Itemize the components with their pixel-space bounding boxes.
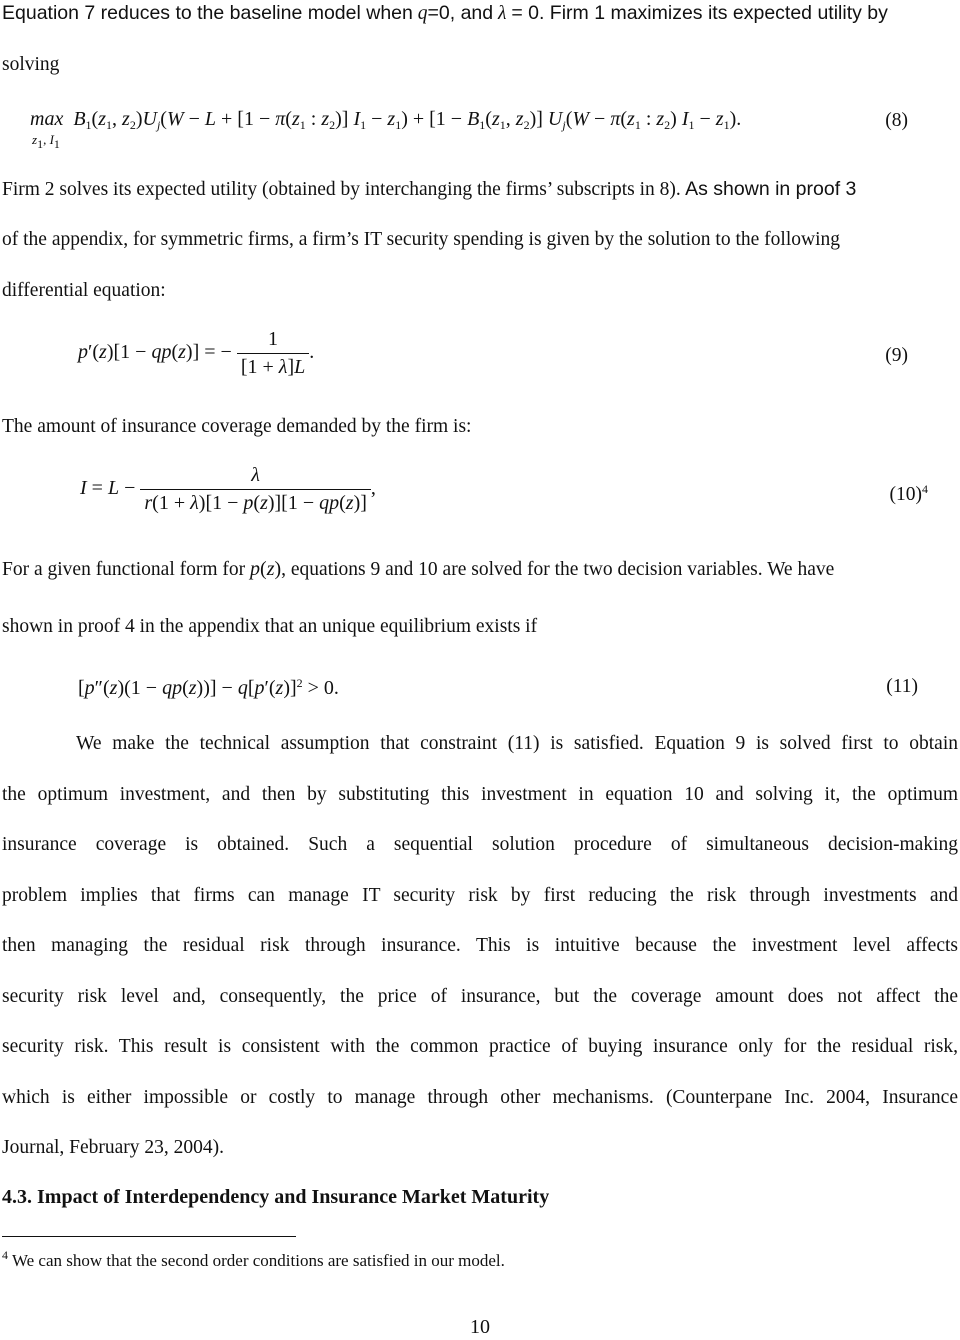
para5-line1: We make the technical assumption that constraint (11) is satisfied. Equation 9 is solved first to obtain: [76, 733, 958, 754]
equation-9: p′(z)[1 − qp(z)] = − $\frac{1}{[1 + \lambda]L}$ .: [78, 328, 315, 378]
para2-line1: Firm 2 solves its expected utility (obtained by interchanging the firms’ subscripts in 8). As shown in proof 3: [2, 178, 857, 200]
para5-line5: then managing the residual risk through insurance. This is intuitive because the investment level affects: [2, 935, 958, 956]
para5-line7: security risk. This result is consistent with the common practice of buying insurance only for the residual risk,: [2, 1036, 958, 1057]
footnote: [2, 1248, 505, 1271]
inline-p-of-z: p(z): [250, 558, 282, 580]
footnote-mark: 4: [2, 1248, 8, 1262]
var-q: q: [417, 3, 428, 24]
para2-line3: differential equation:: [2, 280, 166, 301]
para4-line1: For a given functional form for p(z), equations 9 and 10 are solved for the two decision variables. We have: [2, 558, 835, 580]
para2-line2: of the appendix, for symmetric firms, a firm’s IT security spending is given by the solution to the following: [2, 229, 840, 250]
equation-9-fraction: $\frac{1}{[1 + \lambda]L}$: [237, 328, 309, 379]
para4-line2: shown in proof 4 in the appendix that an unique equilibrium exists if: [2, 616, 538, 637]
equation-11-number: (11): [886, 676, 918, 697]
para5-line6: security risk level and, consequently, the price of insurance, but the coverage amount does not affect the: [2, 986, 958, 1007]
para5-line9: Journal, February 23, 2004).: [2, 1137, 225, 1158]
equation-8-under: $z_1$, $I_1$: [32, 132, 60, 151]
para5-line8: which is either impossible or costly to manage through other mechanisms. (Counterpane Inc. 2004, Insurance: [2, 1087, 958, 1108]
equation-10-fraction: $\frac{\lambda}{r(1 + \lambda)[1 - p(z)][1 - qp(z)]}$: [140, 464, 371, 515]
equation-10-number: $(10)^4$: [889, 482, 928, 505]
para1-line2: solving: [2, 54, 60, 75]
para1-line1: Equation 7 reduces to the baseline model when q=0, and λ = 0. Firm 1 maximizes its expected utility by: [2, 2, 888, 24]
para3-line1: The amount of insurance coverage demanded by the firm is:: [2, 416, 472, 437]
footnote-ref-4: 4: [922, 482, 928, 496]
footnote-text: We can show that the second order conditions are satisfied in our model.: [11, 1251, 505, 1270]
para5-line3: insurance coverage is obtained. Such a sequential solution procedure of simultaneous decision-making: [2, 834, 958, 855]
footnote-divider: [2, 1236, 296, 1237]
para5-line2: the optimum investment, and then by substituting this investment in equation 10 and solving it, the optimum: [2, 784, 958, 805]
var-lambda: λ: [497, 3, 507, 24]
equation-11: $[p''(z)(1 - qp(z))] - q[p'(z)]^2 > 0$.: [78, 676, 339, 699]
equation-10: I = L − $\frac{\lambda}{r(1 + \lambda)[1 - p(z)][1 - qp(z)]}$ ,: [80, 464, 376, 514]
equation-9-number: (9): [885, 345, 908, 366]
para5-line4: problem implies that firms can manage IT security risk by first reducing the risk through investments and: [2, 885, 958, 906]
page-number: 10: [470, 1316, 490, 1338]
section-heading: 4.3. Impact of Interdependency and Insurance Market Maturity: [2, 1186, 550, 1208]
equation-8: $\max B_1(z_1$, $z_2)U_j(W - L + [1 - \pi(z_1$ : $z_2$)] $I_1 - z_1) + [1 - B_1(z_1$, $z_2$)] $U_j(W - \pi(z_1$ : $z_2$) $I_1 - z_1$).: [30, 108, 742, 132]
equation-8-number: (8): [885, 110, 908, 131]
